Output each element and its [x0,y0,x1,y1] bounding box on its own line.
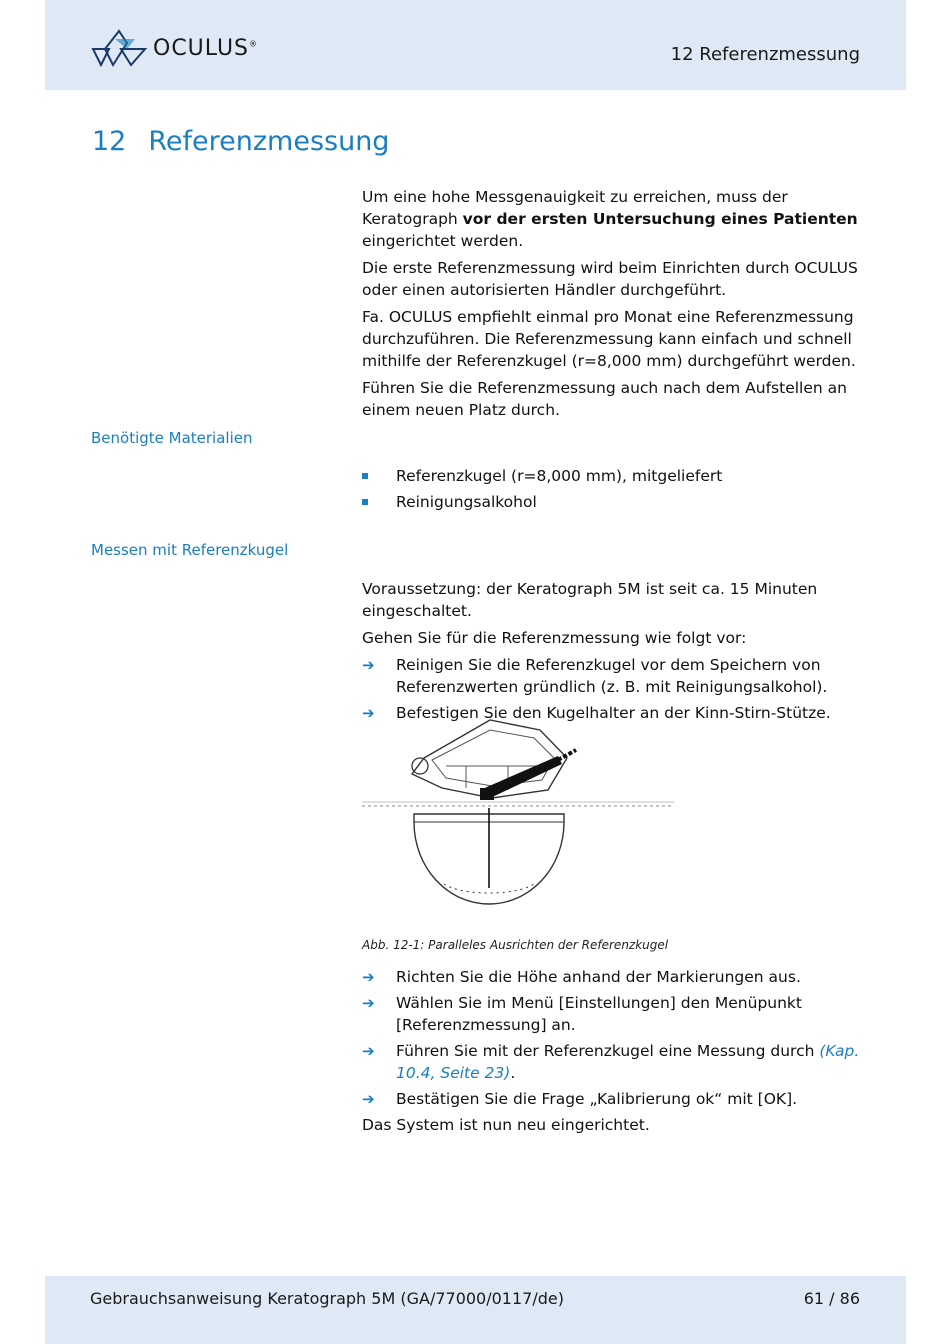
step-item: ➔ Befestigen Sie den Kugelhalter an der Kinn-Stirn-Stütze. [362,704,831,722]
intro-paragraph-3: Fa. OCULUS empfiehlt einmal pro Monat eine Referenzmessung durchzuführen. Die Referenzmessung kann einfach und schnell mithilfe der Referenzkugel (r=8,000 mm) durchgeführt werden. [362,308,856,370]
materials-list [362,465,862,517]
step-item: ➔ Reinigen Sie die Referenzkugel vor dem Speichern von Referenzwerten gründlich (z. B. mit Reinigungsalkohol). [362,656,828,696]
prerequisite-text: Voraussetzung: der Keratograph 5M ist seit ca. 15 Minuten eingeschaltet. [362,580,818,620]
procedure-intro: Gehen Sie für die Referenzmessung wie folgt vor: [362,629,747,647]
arrow-right-icon: ➔ [362,1090,375,1108]
steps-section [362,966,862,1141]
chapter-number: 12 [92,126,127,157]
chapter-name: Referenzmessung [148,126,390,157]
step-item: ➔ Führen Sie mit der Referenzkugel eine Messung durch (Kap. 10.4, Seite 23). [362,1042,860,1082]
step-item: ➔ Richten Sie die Höhe anhand der Markierungen aus. [362,968,801,986]
intro-paragraph-2: Die erste Referenzmessung wird beim Einrichten durch OCULUS oder einen autorisierten Händler durchgeführt. [362,259,858,299]
chapter-reference-link[interactable]: (Kap. 10.4, Seite 23) [396,1042,860,1082]
measure-section [362,578,862,728]
step-item: ➔ Bestätigen Sie die Frage „Kalibrierung ok“ mit [OK]. [362,1090,798,1108]
list-item: Reinigungsalkohol [362,491,862,513]
square-bullet-icon [362,499,368,505]
oculus-logo-icon [91,29,147,67]
document-title: Gebrauchsanweisung Keratograph 5M (GA/77000/0117/de) [90,1289,564,1308]
oculus-logo [91,28,258,68]
reference-sphere-figure [362,718,682,914]
closing-text: Das System ist nun neu eingerichtet. [362,1116,650,1134]
intro-section [362,186,862,426]
list-item: Referenzkugel (r=8,000 mm), mitgeliefert [362,465,862,487]
step-item: ➔ Wählen Sie im Menü [Einstellungen] den Menüpunkt [Referenzmessung] an. [362,994,802,1034]
chapter-title [92,126,389,157]
page-number: 61 / 86 [803,1289,860,1308]
page-footer [45,1276,906,1344]
measure-heading: Messen mit Referenzkugel [91,541,289,559]
logo-wordmark: OCULUS® [153,35,259,61]
arrow-right-icon: ➔ [362,1042,375,1060]
arrow-right-icon: ➔ [362,656,375,674]
running-header: 12 Referenzmessung [670,44,860,65]
page-header [45,0,906,90]
arrow-right-icon: ➔ [362,704,375,722]
intro-paragraph-4: Führen Sie die Referenzmessung auch nach dem Aufstellen an einem neuen Platz durch. [362,379,847,419]
arrow-right-icon: ➔ [362,968,375,986]
arrow-right-icon: ➔ [362,994,375,1012]
materials-heading: Benötigte Materialien [91,429,253,447]
intro-paragraph-1: Um eine hohe Messgenauigkeit zu erreichen, muss der Keratograph vor der ersten Untersuchung eines Patienten eingerichtet werden. [362,188,858,250]
square-bullet-icon [362,473,368,479]
figure-caption: Abb. 12-1: Paralleles Ausrichten der Referenzkugel [362,938,669,952]
